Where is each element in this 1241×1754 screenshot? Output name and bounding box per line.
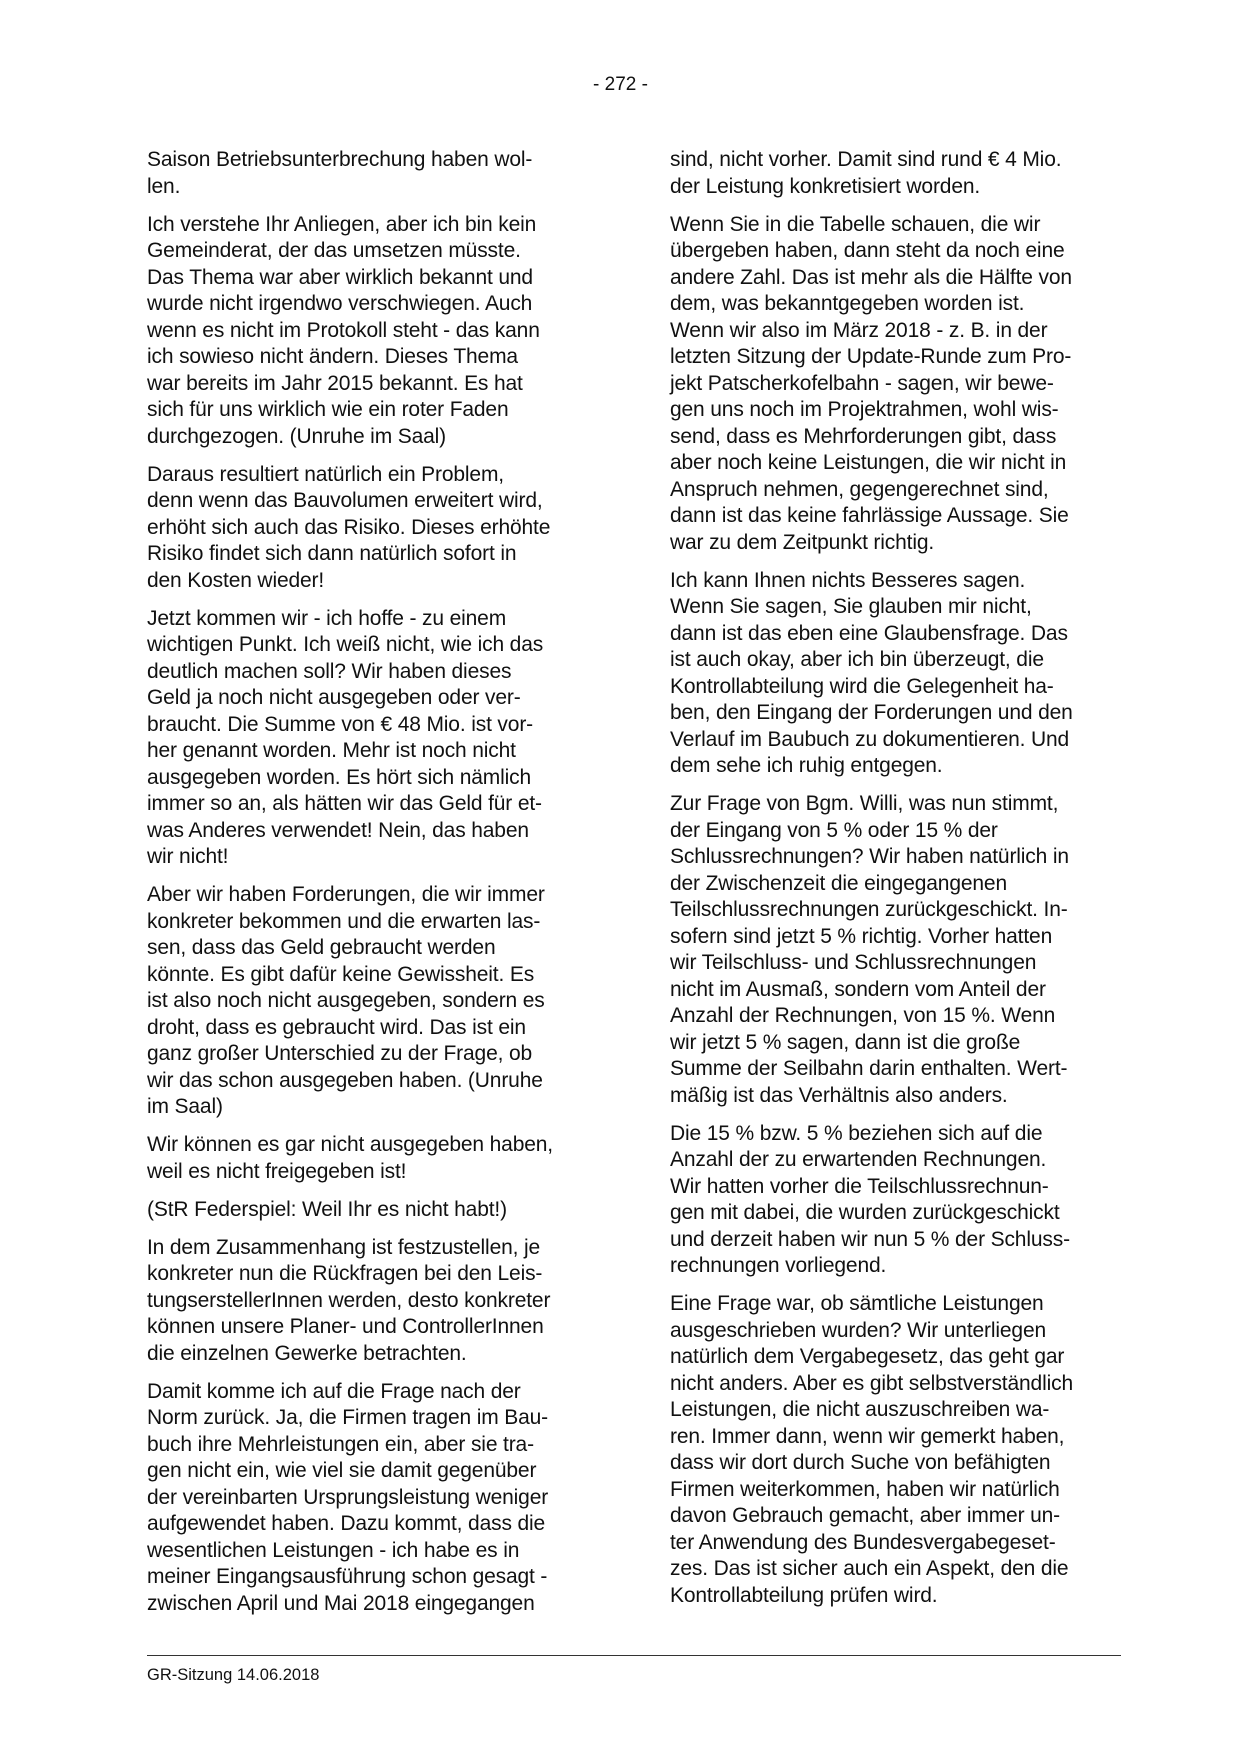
paragraph: Die 15 % bzw. 5 % beziehen sich auf die Anzahl der zu erwartenden Rechnungen. Wir hatten vorher die Teilschlussrechnun- gen mit dabei, die wurden zurückgeschickt und derzeit haben wir nun 5 % der Schluss- rechnungen vorliegend. — [670, 1121, 1070, 1277]
paragraph: In dem Zusammenhang ist festzustellen, je konkreter nun die Rückfragen bei den Leis- tungserstellerInnen werden, desto konkreter können unsere Planer- und ControllerInnen die einzelnen Gewerke betrachten. — [147, 1235, 551, 1365]
paragraph: Zur Frage von Bgm. Willi, was nun stimmt, der Eingang von 5 % oder 15 % der Schlussrechnungen? Wir haben natürlich in der Zwischenzeit die eingegangenen Teilschlussrechnungen zurückgeschickt. In- sofern sind jetzt 5 % richtig. Vorher hatten wir Teilschluss- und Schlussrechnungen nicht im Ausmaß, sondern vom Anteil der Anzahl der Rechnungen, von 15 %. Wenn wir jetzt 5 % sagen, dann ist die große Summe der Seilbahn darin enthalten. Wert- mäßig ist das Verhältnis also anders. — [670, 792, 1069, 1107]
paragraph: Ich verstehe Ihr Anliegen, aber ich bin kein Gemeinderat, der das umsetzen müsste. Das Thema war aber wirklich bekannt und wurde nicht irgendwo verschwiegen. Auch wenn es nicht im Protokoll steht - das kann ich sowieso nicht ändern. Dieses Thema war bereits im Jahr 2015 bekannt. Es hat sich für uns wirklich wie ein roter Faden durchgezogen. (Unruhe im Saal) — [147, 212, 540, 448]
paragraph: Eine Frage war, ob sämtliche Leistungen ausgeschrieben wurden? Wir unterliegen natürlich dem Vergabegesetz, das geht gar nicht anders. Aber es gibt selbstverständlich Leistungen, die nicht auszuschreiben wa- ren. Immer dann, wenn wir gemerkt haben, dass wir dort durch Suche von befähigten Firmen weiterkommen, haben wir natürlich davon Gebrauch gemacht, aber immer un- ter Anwendung des Bundesvergabegeset- zes. Das ist sicher auch ein Aspekt, den die Kontrollabteilung prüfen wird. — [670, 1292, 1073, 1607]
paragraph: Jetzt kommen wir - ich hoffe - zu einem wichtigen Punkt. Ich weiß nicht, wie ich das deutlich machen soll? Wir haben dieses Geld ja noch nicht ausgegeben oder ver- braucht. Die Summe von € 48 Mio. ist vor- her genannt worden. Mehr ist noch nicht ausgegeben worden. Es hört sich nämlich immer so an, als hätten wir das Geld für et- was Anderes verwendet! Nein, das haben wir nicht! — [147, 606, 544, 868]
paragraph: Damit komme ich auf die Frage nach der Norm zurück. Ja, die Firmen tragen im Bau- buch ihre Mehrleistungen ein, aber sie tra- gen nicht ein, wie viel sie damit gegenüber der vereinbarten Ursprungsleistung weniger aufgewendet haben. Dazu kommt, dass die wesentlichen Leistungen - ich habe es in meiner Eingangsausführung schon gesagt - zwischen April und Mai 2018 eingegangen — [147, 1379, 549, 1615]
page-number: - 272 - — [593, 74, 648, 95]
footer-text: GR-Sitzung 14.06.2018 — [147, 1666, 320, 1684]
paragraph: Wenn Sie in die Tabelle schauen, die wir übergeben haben, dann steht da noch eine andere Zahl. Das ist mehr als die Hälfte von dem, was bekanntgegeben worden ist. Wenn wir also im März 2018 - z. B. in der letzten Sitzung der Update-Runde zum Pro- jekt Patscherkofelbahn - sagen, wir bewe- gen uns noch im Projektrahmen, wohl wis- send, dass es Mehrforderungen gibt, dass aber noch keine Leistungen, die wir nicht in Anspruch nehmen, gegengerechnet sind, dann ist das keine fahrlässige Aussage. Sie war zu dem Zeitpunkt richtig. — [670, 212, 1072, 554]
paragraph: Wir können es gar nicht ausgegeben haben, weil es nicht freigegeben ist! — [147, 1133, 553, 1183]
paragraph: sind, nicht vorher. Damit sind rund € 4 Mio. der Leistung konkretisiert worden. — [670, 148, 1062, 198]
left-column — [147, 147, 593, 1629]
right-column — [670, 147, 1116, 1621]
footer-divider — [147, 1655, 1121, 1656]
paragraph: Ich kann Ihnen nichts Besseres sagen. Wenn Sie sagen, Sie glauben mir nicht, dann ist das eben eine Glaubensfrage. Das ist auch okay, aber ich bin überzeugt, die Kontrollabteilung wird die Gelegenheit ha- ben, den Eingang der Forderungen und den Verlauf im Baubuch zu dokumentieren. Und dem sehe ich ruhig entgegen. — [670, 568, 1073, 777]
paragraph: Saison Betriebsunterbrechung haben wol- len. — [147, 148, 533, 198]
paragraph: Aber wir haben Forderungen, die wir immer konkreter bekommen und die erwarten las- sen, dass das Geld gebraucht werden könnte. Es gibt dafür keine Gewissheit. Es ist also noch nicht ausgegeben, sondern es droht, dass es gebraucht wird. Das ist ein ganz großer Unterschied zu der Frage, ob wir das schon ausgegeben haben. (Unruhe im Saal) — [147, 883, 545, 1118]
paragraph: (StR Federspiel: Weil Ihr es nicht habt!) — [147, 1197, 507, 1221]
paragraph: Daraus resultiert natürlich ein Problem, denn wenn das Bauvolumen erweitert wird, erhöht sich auch das Risiko. Dieses erhöhte Risiko findet sich dann natürlich sofort in den Kosten wieder! — [147, 462, 551, 592]
